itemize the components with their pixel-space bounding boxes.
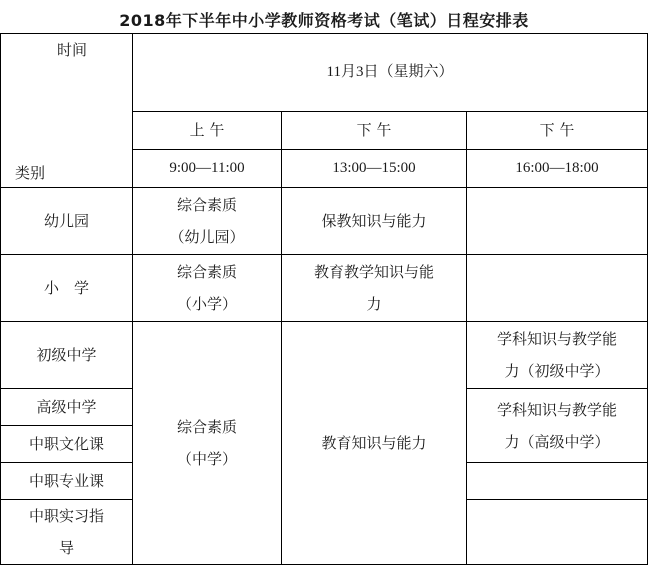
time-label: 时间 [57, 41, 88, 59]
table-row-kindergarten [1, 188, 648, 255]
subject-line: （幼儿园） [169, 228, 245, 246]
subject-line: 力 [366, 295, 382, 313]
session-2-period: 下 午 [282, 111, 467, 149]
category-junior-middle: 初级中学 [1, 322, 133, 389]
kindergarten-session-2: 保教知识与能力 [282, 188, 467, 255]
table-row-primary [1, 255, 648, 322]
subject-line: 力（高级中学） [504, 432, 610, 451]
header-corner-cell [1, 34, 133, 188]
secondary-session-1 [133, 322, 282, 565]
subject-line: 综合素质 [176, 263, 237, 281]
session-3-time: 16:00—18:00 [467, 149, 648, 187]
session-2-time: 13:00—15:00 [282, 149, 467, 187]
subject-line: （中学） [176, 450, 237, 468]
subject-line: 综合素质 [176, 196, 237, 214]
category-vocational-specialty: 中职专业课 [1, 463, 133, 500]
subject-line: （小学） [176, 295, 237, 313]
page-title: 2018年下半年中小学教师资格考试（笔试）日程安排表 [119, 11, 529, 30]
schedule-table [0, 33, 648, 565]
category-label: 幼儿园 [43, 212, 89, 230]
subject-line: 学科知识与教学能 [497, 330, 618, 348]
vocational-practice-session-3 [467, 500, 648, 565]
primary-session-2 [282, 255, 467, 322]
subject-line: 教育教学知识与能 [313, 263, 434, 281]
category-kindergarten [1, 188, 133, 255]
category-line: 中职实习指 [28, 507, 104, 525]
session-1-time: 9:00—11:00 [133, 149, 282, 187]
category-line: 导 [58, 539, 74, 557]
exam-date: 11月3日（星期六） [133, 34, 648, 112]
primary-session-3 [467, 255, 648, 322]
secondary-session-2: 教育知识与能力 [282, 322, 467, 565]
category-label: 小 学 [43, 279, 89, 297]
kindergarten-session-3 [467, 188, 648, 255]
subject-line: 力（初级中学） [504, 362, 610, 380]
primary-session-1 [133, 255, 282, 322]
session-3-period: 下 午 [467, 111, 648, 149]
junior-middle-session-3 [467, 322, 648, 389]
header-date-row [1, 34, 648, 112]
category-senior-middle: 高级中学 [1, 389, 133, 426]
table-row-junior-middle [1, 322, 648, 389]
subject-line: 综合素质 [176, 418, 237, 436]
category-vocational-practice [1, 500, 133, 565]
senior-middle-session-3 [467, 389, 648, 463]
vocational-specialty-session-3 [467, 463, 648, 500]
category-vocational-culture: 中职文化课 [1, 426, 133, 463]
category-primary [1, 255, 133, 322]
session-1-period: 上 午 [133, 111, 282, 149]
category-label: 类别 [15, 164, 46, 182]
subject-line: 学科知识与教学能 [497, 400, 618, 419]
kindergarten-session-1 [133, 188, 282, 255]
